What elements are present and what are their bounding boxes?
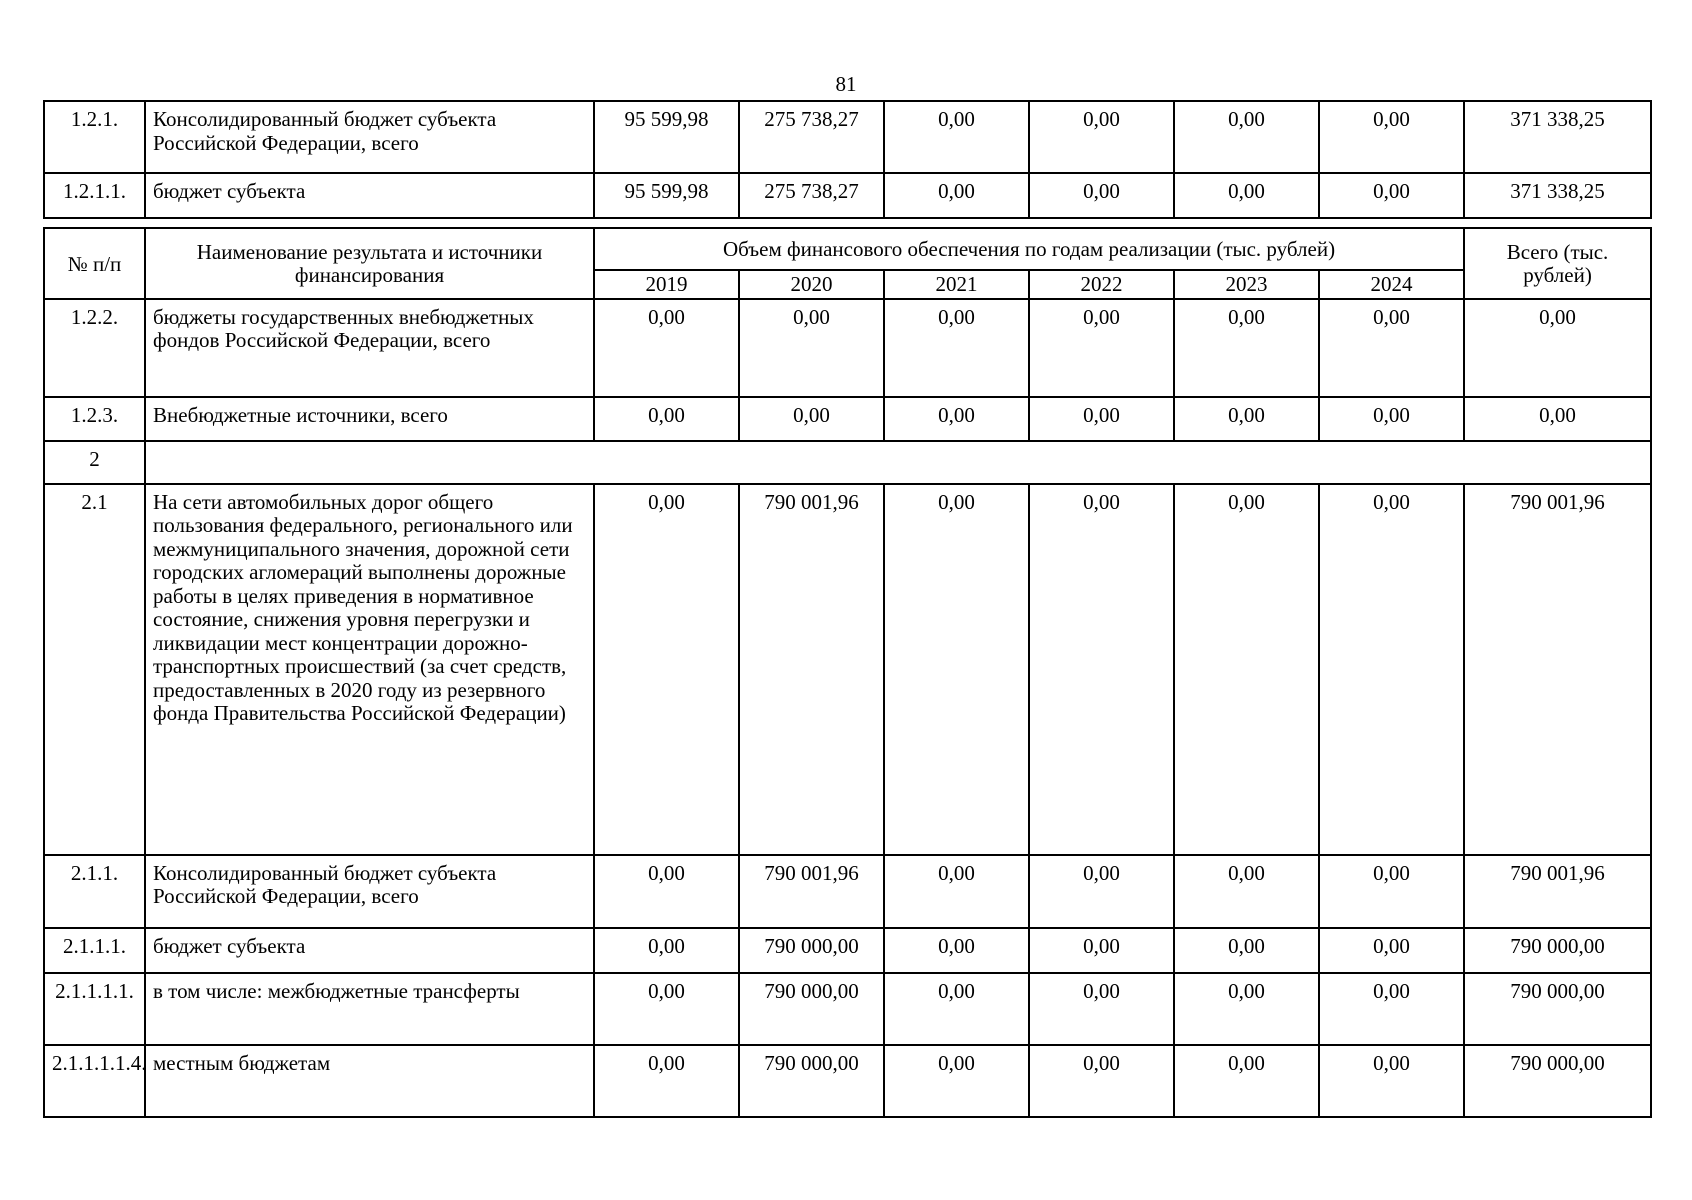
row-number: 2.1.1.1.1. xyxy=(44,973,145,1045)
value-2019: 0,00 xyxy=(594,299,739,397)
row-number: 2.1 xyxy=(44,484,145,855)
value-2021: 0,00 xyxy=(884,1045,1029,1117)
value-2019: 0,00 xyxy=(594,484,739,855)
table-row xyxy=(44,299,1651,397)
row-number: 1.2.2. xyxy=(44,299,145,397)
value-2022: 0,00 xyxy=(1029,855,1174,928)
value-2022: 0,00 xyxy=(1029,1045,1174,1117)
value-2023: 0,00 xyxy=(1174,299,1319,397)
value-2024: 0,00 xyxy=(1319,1045,1464,1117)
value-2024: 0,00 xyxy=(1319,928,1464,973)
header-year: 2020 xyxy=(739,270,884,299)
value-2021: 0,00 xyxy=(884,855,1029,928)
value-2019: 0,00 xyxy=(594,397,739,441)
row-name: На сети автомобильных дорог общего пользования федерального, регионального или межмуниципального значения, дорожной сети городских агломераций выполнены дорожные работы в целях приведения в нормативное состояние, снижения уровня перегрузки и ликвидации мест концентрации дорожно-транспортных происшествий (за счет средств, предоставленных в 2020 году из резервного фонда Правительства Российской Федерации) xyxy=(145,484,594,855)
table-row xyxy=(44,973,1651,1045)
value-2020: 790 000,00 xyxy=(739,928,884,973)
value-2022: 0,00 xyxy=(1029,484,1174,855)
value-2019: 95 599,98 xyxy=(594,173,739,218)
value-2021: 0,00 xyxy=(884,299,1029,397)
value-2021: 0,00 xyxy=(884,101,1029,173)
section-title xyxy=(145,441,1651,484)
value-2021: 0,00 xyxy=(884,928,1029,973)
budget-table-continuation xyxy=(43,100,1652,219)
table-row xyxy=(44,101,1651,173)
value-total: 790 000,00 xyxy=(1464,1045,1651,1117)
value-2023: 0,00 xyxy=(1174,101,1319,173)
value-2023: 0,00 xyxy=(1174,484,1319,855)
header-year: 2024 xyxy=(1319,270,1464,299)
value-2022: 0,00 xyxy=(1029,973,1174,1045)
row-name: Консолидированный бюджет субъекта Российской Федерации, всего xyxy=(145,101,594,173)
value-2023: 0,00 xyxy=(1174,855,1319,928)
value-2024: 0,00 xyxy=(1319,484,1464,855)
section-row xyxy=(44,441,1651,484)
value-2020: 275 738,27 xyxy=(739,101,884,173)
row-name: бюджеты государственных внебюджетных фондов Российской Федерации, всего xyxy=(145,299,594,397)
row-name: Внебюджетные источники, всего xyxy=(145,397,594,441)
value-2019: 0,00 xyxy=(594,928,739,973)
value-2022: 0,00 xyxy=(1029,101,1174,173)
row-number: 2.1.1.1.1.4. xyxy=(44,1045,145,1117)
value-2022: 0,00 xyxy=(1029,299,1174,397)
value-2024: 0,00 xyxy=(1319,101,1464,173)
value-2023: 0,00 xyxy=(1174,973,1319,1045)
value-2024: 0,00 xyxy=(1319,397,1464,441)
header-year: 2022 xyxy=(1029,270,1174,299)
table-row xyxy=(44,855,1651,928)
value-2019: 0,00 xyxy=(594,855,739,928)
value-2024: 0,00 xyxy=(1319,855,1464,928)
table-header-row xyxy=(44,228,1651,270)
table-row xyxy=(44,484,1651,855)
row-number: 1.2.3. xyxy=(44,397,145,441)
value-2020: 0,00 xyxy=(739,299,884,397)
value-total: 790 001,96 xyxy=(1464,855,1651,928)
table-row xyxy=(44,1045,1651,1117)
value-total: 790 000,00 xyxy=(1464,973,1651,1045)
value-2023: 0,00 xyxy=(1174,1045,1319,1117)
header-total: Всего (тыс. рублей) xyxy=(1464,228,1651,299)
row-number: 1.2.1. xyxy=(44,101,145,173)
row-name: в том числе: межбюджетные трансферты xyxy=(145,973,594,1045)
value-total: 0,00 xyxy=(1464,299,1651,397)
row-name: местным бюджетам xyxy=(145,1045,594,1117)
value-2024: 0,00 xyxy=(1319,973,1464,1045)
table-row xyxy=(44,397,1651,441)
value-2020: 275 738,27 xyxy=(739,173,884,218)
row-name: бюджет субъекта xyxy=(145,928,594,973)
value-2020: 0,00 xyxy=(739,397,884,441)
header-year: 2019 xyxy=(594,270,739,299)
value-2022: 0,00 xyxy=(1029,928,1174,973)
row-number: 2.1.1. xyxy=(44,855,145,928)
header-number: № п/п xyxy=(44,228,145,299)
budget-table xyxy=(43,227,1652,1118)
header-year: 2021 xyxy=(884,270,1029,299)
value-2024: 0,00 xyxy=(1319,299,1464,397)
header-year: 2023 xyxy=(1174,270,1319,299)
value-2023: 0,00 xyxy=(1174,173,1319,218)
table-row xyxy=(44,173,1651,218)
row-name: Консолидированный бюджет субъекта Российской Федерации, всего xyxy=(145,855,594,928)
value-total: 371 338,25 xyxy=(1464,101,1651,173)
value-2019: 0,00 xyxy=(594,1045,739,1117)
row-number: 1.2.1.1. xyxy=(44,173,145,218)
value-2019: 95 599,98 xyxy=(594,101,739,173)
value-2021: 0,00 xyxy=(884,397,1029,441)
row-number: 2.1.1.1. xyxy=(44,928,145,973)
value-2019: 0,00 xyxy=(594,973,739,1045)
value-2022: 0,00 xyxy=(1029,397,1174,441)
value-2023: 0,00 xyxy=(1174,928,1319,973)
header-name: Наименование результата и источники финансирования xyxy=(145,228,594,299)
value-2021: 0,00 xyxy=(884,484,1029,855)
value-2021: 0,00 xyxy=(884,973,1029,1045)
header-volume: Объем финансового обеспечения по годам реализации (тыс. рублей) xyxy=(594,228,1464,270)
page-number: 81 xyxy=(835,72,857,96)
table-row xyxy=(44,928,1651,973)
value-total: 0,00 xyxy=(1464,397,1651,441)
value-2020: 790 001,96 xyxy=(739,484,884,855)
value-2020: 790 000,00 xyxy=(739,1045,884,1117)
value-2021: 0,00 xyxy=(884,173,1029,218)
value-total: 371 338,25 xyxy=(1464,173,1651,218)
value-2022: 0,00 xyxy=(1029,173,1174,218)
value-2020: 790 000,00 xyxy=(739,973,884,1045)
value-total: 790 001,96 xyxy=(1464,484,1651,855)
value-2023: 0,00 xyxy=(1174,397,1319,441)
value-total: 790 000,00 xyxy=(1464,928,1651,973)
value-2020: 790 001,96 xyxy=(739,855,884,928)
row-name: бюджет субъекта xyxy=(145,173,594,218)
row-number: 2 xyxy=(44,441,145,484)
value-2024: 0,00 xyxy=(1319,173,1464,218)
